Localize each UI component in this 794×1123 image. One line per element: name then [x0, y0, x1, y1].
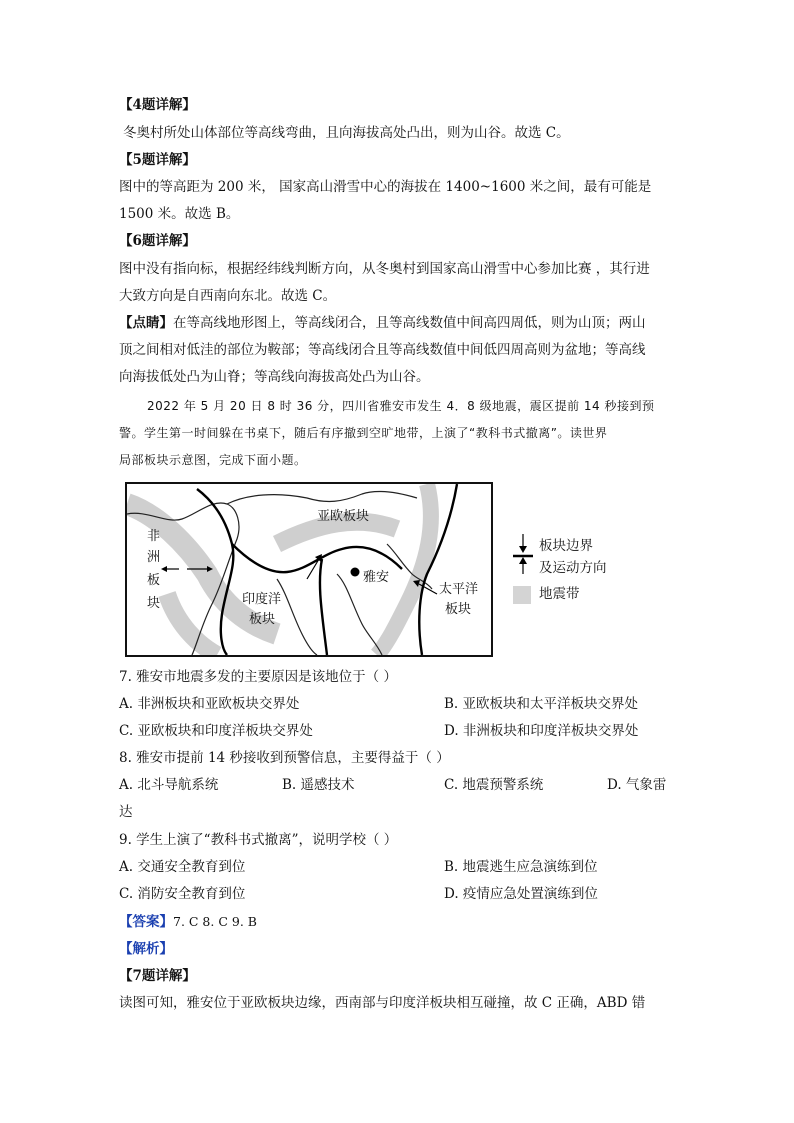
label-africa-2: 洲	[147, 550, 161, 565]
q7-option-b[interactable]: B. 亚欧板块和太平洋板块交界处	[444, 696, 639, 712]
q4-header	[119, 95, 196, 115]
label-africa-4: 块	[147, 596, 161, 611]
map-legend	[513, 532, 653, 612]
q4-body: 冬奥村所处山体部位等高线弯曲，且向海拔高处凸出，则为山谷。故选 C。	[123, 125, 570, 141]
q6-header	[119, 231, 196, 251]
seismic-belt-africa	[167, 594, 217, 655]
q7-option-d[interactable]: D. 非洲板块和印度洋板块交界处	[444, 723, 639, 739]
q8-option-a[interactable]: A. 北斗导航系统	[119, 777, 219, 793]
question-7-stem: 7. 雅安市地震多发的主要原因是该地位于（ ）	[119, 669, 397, 685]
stem-line-2: 警。学生第一时间躲在书桌下，随后有序撤到空旷地带，上演了“教科书式撤离”。读世界	[119, 426, 608, 440]
label-africa-3: 板	[147, 573, 161, 588]
seismic-belt-himalaya	[277, 522, 397, 544]
q6-body-line-1: 图中没有指向标，根据经纬线判断方向，从冬奥村到国家高山滑雪中心参加比赛 ，其行进	[119, 261, 650, 277]
tip-line-2: 顶之间相对低洼的部位为鞍部；等高线闭合且等高线数值中间低四周高则为盆地；等高线	[119, 342, 646, 358]
yaan-marker	[351, 568, 360, 577]
q4-header-text: 【4题详解】	[119, 97, 196, 113]
label-indian-plate-2: 板块	[249, 612, 276, 627]
tip-header: 【点睛】	[119, 315, 173, 331]
plate-map	[125, 482, 493, 657]
q7-detail-header	[119, 966, 196, 986]
coastline-eurasia-north	[227, 491, 417, 504]
q9-option-c[interactable]: C. 消防安全教育到位	[119, 886, 246, 902]
q5-body-line-1: 图中的等高距为 200 米， 国家高山滑雪中心的海拔在 1400~1600 米之间，最有可能是	[119, 179, 652, 195]
q7-option-a[interactable]: A. 非洲板块和亚欧板块交界处	[119, 696, 300, 712]
q9-option-d[interactable]: D. 疫情应急处置演练到位	[444, 886, 598, 902]
analysis-label: 【解析】	[119, 941, 173, 957]
q6-header-text: 【6题详解】	[119, 233, 196, 249]
legend-boundary-2: 及运动方向	[539, 560, 607, 576]
label-indian-plate-1: 印度洋	[242, 592, 282, 607]
label-pacific-plate-2: 板块	[445, 602, 472, 617]
answer-values: 7. C 8. C 9. B	[173, 914, 257, 929]
arrow-africa-west-head	[161, 566, 167, 572]
q8-option-d[interactable]: D. 气象雷	[607, 777, 667, 793]
q5-body-line-2: 1500 米。故选 B。	[119, 206, 240, 222]
label-yaan: 雅安	[363, 570, 390, 585]
q7-detail-body: 读图可知，雅安位于亚欧板块边缘，西南部与印度洋板块相互碰撞，故 C 正确，ABD 错	[119, 995, 646, 1011]
label-pacific-plate-1: 太平洋	[439, 582, 479, 597]
tip-line-3: 向海拔低处凸为山脊；等高线向海拔高处凸为山谷。	[119, 369, 430, 385]
label-africa-1: 非	[147, 529, 161, 544]
q8-option-c[interactable]: C. 地震预警系统	[444, 777, 544, 793]
legend-quake-swatch	[513, 586, 531, 604]
q8-option-b[interactable]: B. 遥感技术	[282, 777, 355, 793]
q7-detail-header-text: 【7题详解】	[119, 968, 196, 984]
legend-quake-belt: 地震带	[539, 586, 580, 602]
tip-line-1	[119, 313, 646, 333]
stem-line-3: 局部板块示意图，完成下面小题。	[119, 453, 307, 467]
question-9-stem: 9. 学生上演了“教科书式撤离”，说明学校（ ）	[119, 832, 398, 848]
coastline-india	[277, 579, 317, 655]
answer-line	[119, 912, 257, 932]
boundary-indian-east	[320, 559, 327, 655]
q6-body-line-2: 大致方向是自西南向东北。故选 C。	[119, 288, 337, 304]
q9-option-b[interactable]: B. 地震逃生应急演练到位	[444, 859, 598, 875]
question-8-stem: 8. 雅安市提前 14 秒接收到预警信息，主要得益于（ ）	[119, 750, 450, 766]
q8-option-d-overflow: 达	[119, 804, 133, 820]
analysis-line	[119, 939, 173, 959]
boundary-legend-icon	[513, 534, 533, 584]
tip-body-1: 在等高线地形图上，等高线闭合，且等高线数值中间高四周低，则为山顶；两山	[173, 315, 646, 331]
label-eurasian-plate: 亚欧板块	[317, 509, 370, 524]
q9-option-a[interactable]: A. 交通安全教育到位	[119, 859, 246, 875]
answer-label: 【答案】	[119, 914, 173, 930]
legend-boundary-1: 板块边界	[539, 538, 593, 554]
q5-header-text: 【5题详解】	[119, 152, 196, 168]
stem-line-1: 2022 年 5 月 20 日 8 时 36 分，四川省雅安市发生 4．8 级地震，震区提前 14 秒接到预	[147, 399, 655, 413]
q5-header	[119, 150, 196, 170]
q7-option-c[interactable]: C. 亚欧板块和印度洋板块交界处	[119, 723, 313, 739]
plate-map-graphic	[127, 484, 491, 655]
coastline-indochina	[337, 574, 382, 655]
